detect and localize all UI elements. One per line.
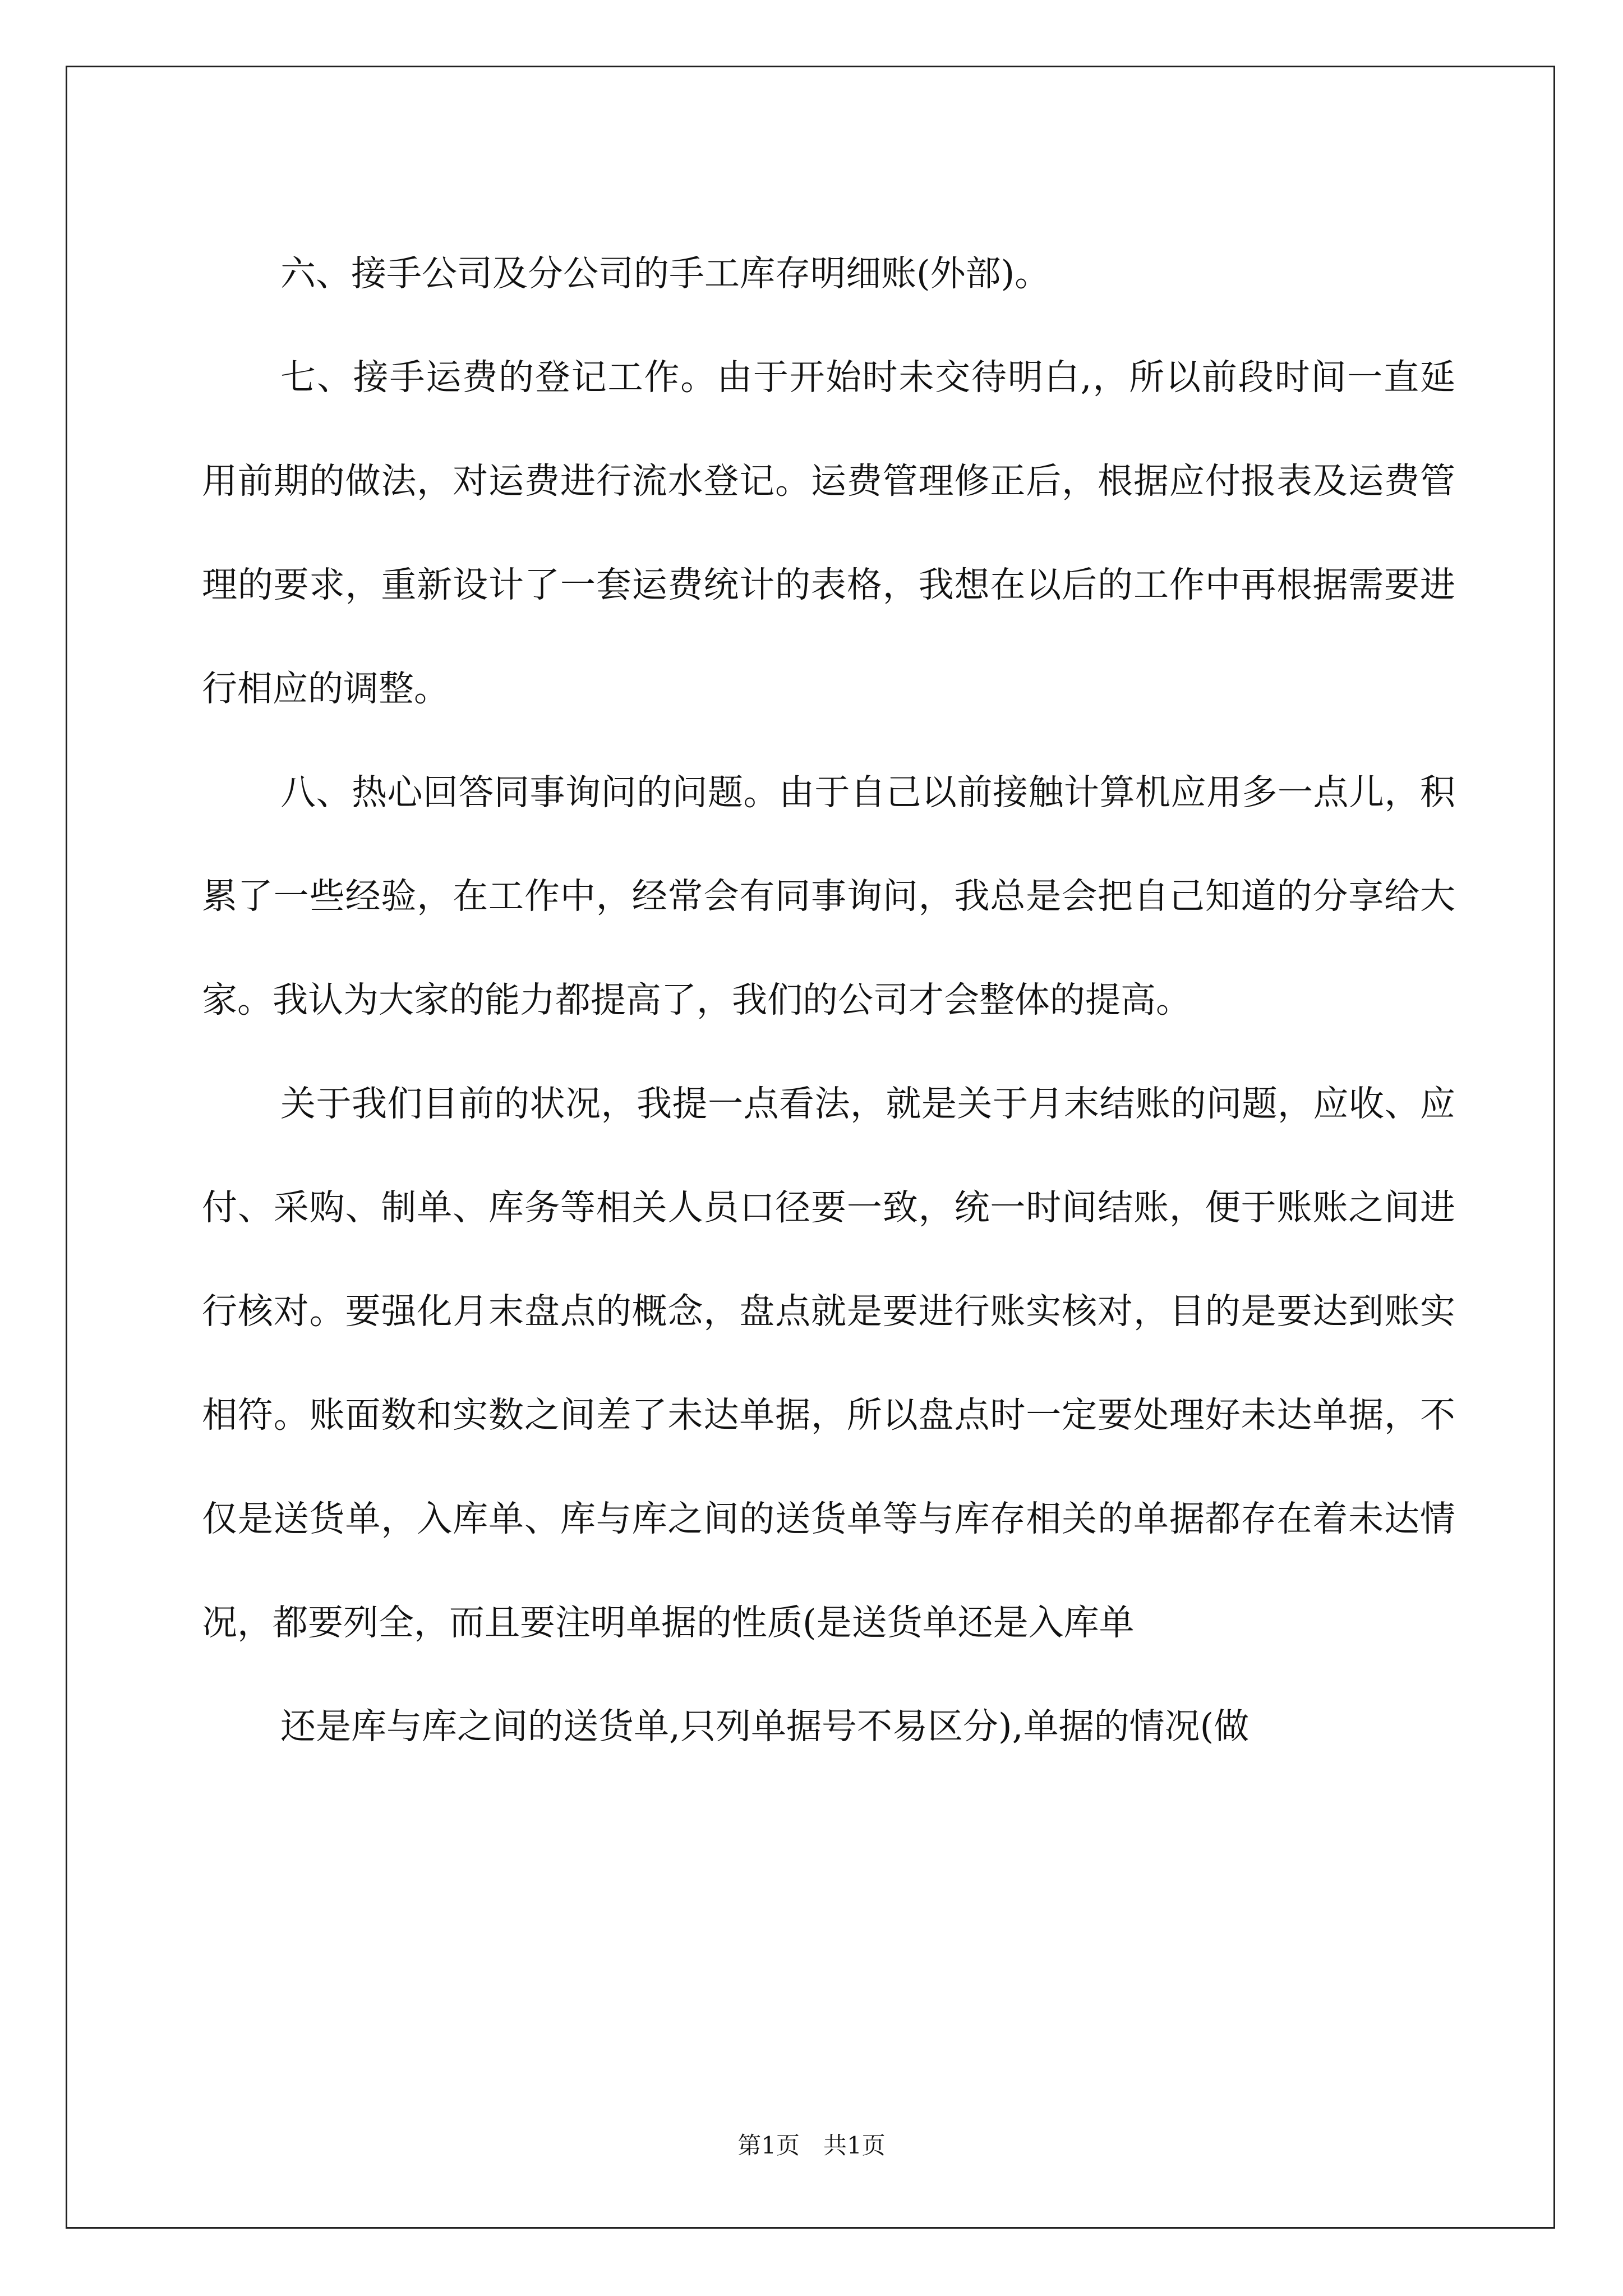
page-number: 第1页 共1页 — [737, 2132, 886, 2159]
paragraph-7: 七、接手运费的登记工作。由于开始时未交待明白,，所以前段时间一直延用前期的做法，对运费进行流水登记。运费管理修正后，根据应付报表及运费管理的要求，重新设计了一套运费统计的表格，我想在以后的工作中再根据需要进行相应的调整。 — [202, 357, 1455, 709]
document-body — [202, 222, 1455, 1778]
paragraph-6: 六、接手公司及分公司的手工库存明细账(外部)。 — [280, 253, 1050, 294]
paragraph-8: 八、热心回答同事询问的问题。由于自己以前接触计算机应用多一点儿，积累了一些经验，在工作中，经常会有同事询问，我总是会把自己知道的分享给大家。我认为大家的能力都提高了，我们的公司才会整体的提高。 — [202, 772, 1455, 1020]
paragraph-continued: 还是库与库之间的送货单,只列单据号不易区分),单据的情况(做 — [280, 1706, 1249, 1747]
paragraph-month-end: 关于我们目前的状况，我提一点看法，就是关于月末结账的问题，应收、应付、采购、制单、库务等相关人员口径要一致，统一时间结账，便于账账之间进行核对。要强化月末盘点的概念，盘点就是要进行账实核对，目的是要达到账实相符。账面数和实数之间差了未达单据，所以盘点时一定要处理好未达单据，不仅是送货单，入库单、库与库之间的送货单等与库存相关的单据都存在着未达情况，都要列全，而且要注明单据的性质(是送货单还是入库单 — [202, 1083, 1455, 1643]
